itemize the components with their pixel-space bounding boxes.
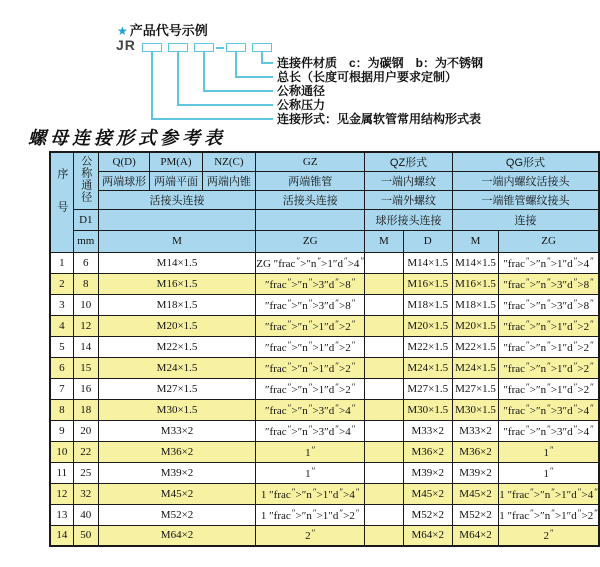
row-zg: 1″ xyxy=(256,462,365,483)
header-blank-gz xyxy=(256,209,365,230)
row-qz-m xyxy=(365,399,403,420)
row-dn: 40 xyxy=(73,504,98,525)
table-row xyxy=(50,315,599,336)
row-m: M36×2 xyxy=(98,441,255,462)
table-row xyxy=(50,336,599,357)
row-dn: 6 xyxy=(73,252,98,273)
header-union-conn: 活接头连接 xyxy=(98,190,255,209)
label-conn-form: 连接形式：见金属软管常用结构形式表 xyxy=(277,112,482,126)
row-zg: ″frac″>″n″>3″d″>4″ xyxy=(256,399,365,420)
table-row xyxy=(50,504,599,525)
row-qg-zg: 1 ″frac″>″n″>1″d″>4″ xyxy=(499,483,599,504)
leader-line xyxy=(177,104,273,106)
row-seq: 10 xyxy=(50,441,73,462)
row-qz-m xyxy=(365,252,403,273)
row-qg-m: M18×1.5 xyxy=(452,294,498,315)
row-seq: 7 xyxy=(50,378,73,399)
row-zg: 1 ″frac″>″n″>1″d″>4″ xyxy=(256,483,365,504)
row-qg-zg: ″frac″>″n″>3″d″>8″ xyxy=(499,273,599,294)
header-qg-conn: 一端锥管螺纹接头 xyxy=(452,190,599,209)
row-qz-d: M16×1.5 xyxy=(403,273,452,294)
row-qz-m xyxy=(365,294,403,315)
row-m: M64×2 xyxy=(98,525,255,546)
header-nominal-dia: 公称通径 xyxy=(73,152,98,209)
row-seq: 14 xyxy=(50,525,73,546)
row-dn: 14 xyxy=(73,336,98,357)
row-qg-m: M22×1.5 xyxy=(452,336,498,357)
row-qg-m: M52×2 xyxy=(452,504,498,525)
row-qg-zg: ″frac″>″n″>1″d″>4″ xyxy=(499,252,599,273)
header-nz-code: NZ(C) xyxy=(202,152,256,171)
star-icon: ★ xyxy=(117,24,128,38)
header-q-code: Q(D) xyxy=(98,152,150,171)
row-zg: ″frac″>″n″>1″d″>2″ xyxy=(256,357,365,378)
table-row xyxy=(50,462,599,483)
row-qz-m xyxy=(365,483,403,504)
row-qg-m: M16×1.5 xyxy=(452,273,498,294)
row-qz-m xyxy=(365,357,403,378)
header-qz-type: 一端内螺纹 xyxy=(365,171,453,190)
row-zg: ″frac″>″n″>3″d″>4″ xyxy=(256,420,365,441)
row-zg: ″frac″>″n″>1″d″>2″ xyxy=(256,336,365,357)
row-qz-m xyxy=(365,315,403,336)
row-seq: 11 xyxy=(50,462,73,483)
row-m: M20×1.5 xyxy=(98,315,255,336)
row-m: M24×1.5 xyxy=(98,357,255,378)
row-qz-m xyxy=(365,336,403,357)
row-zg: 1 ″frac″>″n″>1″d″>2″ xyxy=(256,504,365,525)
row-qz-m xyxy=(365,378,403,399)
row-m: M27×1.5 xyxy=(98,378,255,399)
header-qg-join: 连接 xyxy=(452,209,599,230)
row-qz-d: M24×1.5 xyxy=(403,357,452,378)
row-m: M52×2 xyxy=(98,504,255,525)
row-dn: 10 xyxy=(73,294,98,315)
row-qg-m: M24×1.5 xyxy=(452,357,498,378)
row-m: M16×1.5 xyxy=(98,273,255,294)
header-gz-conn: 活接头连接 xyxy=(256,190,365,209)
row-qg-zg: ″frac″>″n″>3″d″>4″ xyxy=(499,420,599,441)
row-seq: 4 xyxy=(50,315,73,336)
row-qg-m: M36×2 xyxy=(452,441,498,462)
table-row xyxy=(50,378,599,399)
row-m: M22×1.5 xyxy=(98,336,255,357)
nut-connection-table xyxy=(49,151,600,547)
row-zg: 1″ xyxy=(256,441,365,462)
row-qz-m xyxy=(365,525,403,546)
row-qz-d: M30×1.5 xyxy=(403,399,452,420)
table-body xyxy=(50,252,599,546)
table-row xyxy=(50,399,599,420)
header-qz-join: 球形接头连接 xyxy=(365,209,453,230)
row-m: M33×2 xyxy=(98,420,255,441)
row-zg: ″frac″>″n″>3″d″>8″ xyxy=(256,273,365,294)
row-qg-zg: ″frac″>″n″>3″d″>8″ xyxy=(499,294,599,315)
leader-line xyxy=(177,52,179,105)
row-m: M14×1.5 xyxy=(98,252,255,273)
row-qz-d: M18×1.5 xyxy=(403,294,452,315)
header-qg-zg: ZG xyxy=(499,230,599,252)
row-qg-zg: 1 ″frac″>″n″>1″d″>2″ xyxy=(499,504,599,525)
leader-line xyxy=(235,52,237,77)
header-qz-d: D xyxy=(403,230,452,252)
row-qg-zg: 1″ xyxy=(499,462,599,483)
header-qz-m: M xyxy=(365,230,403,252)
product-code-example-label: 产品代号示例 xyxy=(129,23,208,38)
table-row xyxy=(50,294,599,315)
header-nz-type: 两端内锥 xyxy=(202,171,256,190)
code-prefix: JR xyxy=(116,37,136,53)
header-seq: 序号 xyxy=(50,152,73,252)
table-row xyxy=(50,273,599,294)
header-d1: D1 xyxy=(73,209,98,230)
row-qg-zg: 2″ xyxy=(499,525,599,546)
leader-line xyxy=(151,52,153,119)
row-seq: 1 xyxy=(50,252,73,273)
row-qz-d: M14×1.5 xyxy=(403,252,452,273)
row-dn: 20 xyxy=(73,420,98,441)
row-qz-d: M33×2 xyxy=(403,420,452,441)
leader-line xyxy=(235,76,273,78)
row-qg-zg: ″frac″>″n″>3″d″>4″ xyxy=(499,399,599,420)
row-seq: 2 xyxy=(50,273,73,294)
row-dn: 22 xyxy=(73,441,98,462)
leader-line xyxy=(151,118,273,120)
row-qg-zg: ″frac″>″n″>1″d″>2″ xyxy=(499,315,599,336)
header-qz-code: QZ形式 xyxy=(365,152,453,171)
row-m: M18×1.5 xyxy=(98,294,255,315)
header-pm-code: PM(A) xyxy=(150,152,202,171)
code-box-2 xyxy=(168,43,188,52)
row-qz-d: M64×2 xyxy=(403,525,452,546)
table-row xyxy=(50,357,599,378)
row-zg: 2″ xyxy=(256,525,365,546)
table-row xyxy=(50,441,599,462)
row-qz-d: M36×2 xyxy=(403,441,452,462)
table-row xyxy=(50,420,599,441)
header-unit-mm: mm xyxy=(73,230,98,252)
table-row xyxy=(50,525,599,546)
header-q-type: 两端球形 xyxy=(98,171,150,190)
row-qg-m: M39×2 xyxy=(452,462,498,483)
header-blank-left xyxy=(98,209,255,230)
header-gz-type: 两端锥管 xyxy=(256,171,365,190)
code-box-1 xyxy=(142,43,162,52)
row-qg-m: M64×2 xyxy=(452,525,498,546)
row-qz-m xyxy=(365,504,403,525)
row-seq: 9 xyxy=(50,420,73,441)
leader-line xyxy=(203,52,205,91)
row-seq: 6 xyxy=(50,357,73,378)
row-m: M39×2 xyxy=(98,462,255,483)
header-qg-m: M xyxy=(452,230,498,252)
header-m-label: M xyxy=(98,230,255,252)
row-qg-zg: ″frac″>″n″>1″d″>2″ xyxy=(499,357,599,378)
row-dn: 18 xyxy=(73,399,98,420)
row-seq: 13 xyxy=(50,504,73,525)
header-qz-conn: 一端外螺纹 xyxy=(365,190,453,209)
row-qg-m: M30×1.5 xyxy=(452,399,498,420)
row-m: M45×2 xyxy=(98,483,255,504)
header-zg-label: ZG xyxy=(256,230,365,252)
row-dn: 25 xyxy=(73,462,98,483)
label-nominal-dia: 公称通径 xyxy=(277,84,326,98)
code-box-5 xyxy=(252,43,272,52)
table-row xyxy=(50,252,599,273)
row-zg: ZG ″frac″>″n″>1″d″>4″ xyxy=(256,252,365,273)
row-qz-m xyxy=(365,462,403,483)
row-qz-m xyxy=(365,441,403,462)
row-qz-d: M45×2 xyxy=(403,483,452,504)
row-qg-m: M33×2 xyxy=(452,420,498,441)
row-qg-m: M27×1.5 xyxy=(452,378,498,399)
row-dn: 16 xyxy=(73,378,98,399)
label-material: 连接件材质 c：为碳钢 b：为不锈钢 xyxy=(277,56,484,70)
row-qg-zg: 1″ xyxy=(499,441,599,462)
label-total-length: 总长（长度可根据用户要求定制） xyxy=(277,70,458,84)
row-qg-zg: ″frac″>″n″>1″d″>2″ xyxy=(499,336,599,357)
row-qz-d: M39×2 xyxy=(403,462,452,483)
leader-line xyxy=(261,62,273,64)
code-box-4 xyxy=(226,43,246,52)
row-qz-m xyxy=(365,420,403,441)
row-qz-d: M20×1.5 xyxy=(403,315,452,336)
row-seq: 3 xyxy=(50,294,73,315)
header-gz-code: GZ xyxy=(256,152,365,171)
leader-line xyxy=(203,90,273,92)
code-dash xyxy=(216,47,224,49)
row-qz-m xyxy=(365,273,403,294)
table-title: 螺母连接形式参考表 xyxy=(28,128,226,148)
row-qg-m: M14×1.5 xyxy=(452,252,498,273)
row-seq: 12 xyxy=(50,483,73,504)
row-zg: ″frac″>″n″>3″d″>8″ xyxy=(256,294,365,315)
label-nominal-press: 公称压力 xyxy=(277,98,326,112)
row-dn: 50 xyxy=(73,525,98,546)
row-zg: ″frac″>″n″>1″d″>2″ xyxy=(256,315,365,336)
row-qg-zg: ″frac″>″n″>1″d″>2″ xyxy=(499,378,599,399)
row-qz-d: M27×1.5 xyxy=(403,378,452,399)
row-dn: 15 xyxy=(73,357,98,378)
row-dn: 32 xyxy=(73,483,98,504)
row-qz-d: M52×2 xyxy=(403,504,452,525)
row-dn: 8 xyxy=(73,273,98,294)
table-row xyxy=(50,483,599,504)
code-box-3 xyxy=(194,43,214,52)
row-qg-m: M20×1.5 xyxy=(452,315,498,336)
row-seq: 5 xyxy=(50,336,73,357)
header-qg-code: QG形式 xyxy=(452,152,599,171)
row-qg-m: M45×2 xyxy=(452,483,498,504)
row-zg: ″frac″>″n″>1″d″>2″ xyxy=(256,378,365,399)
row-m: M30×1.5 xyxy=(98,399,255,420)
header-qg-type: 一端内螺纹活接头 xyxy=(452,171,599,190)
header-pm-type: 两端平面 xyxy=(150,171,202,190)
row-seq: 8 xyxy=(50,399,73,420)
row-dn: 12 xyxy=(73,315,98,336)
row-qz-d: M22×1.5 xyxy=(403,336,452,357)
